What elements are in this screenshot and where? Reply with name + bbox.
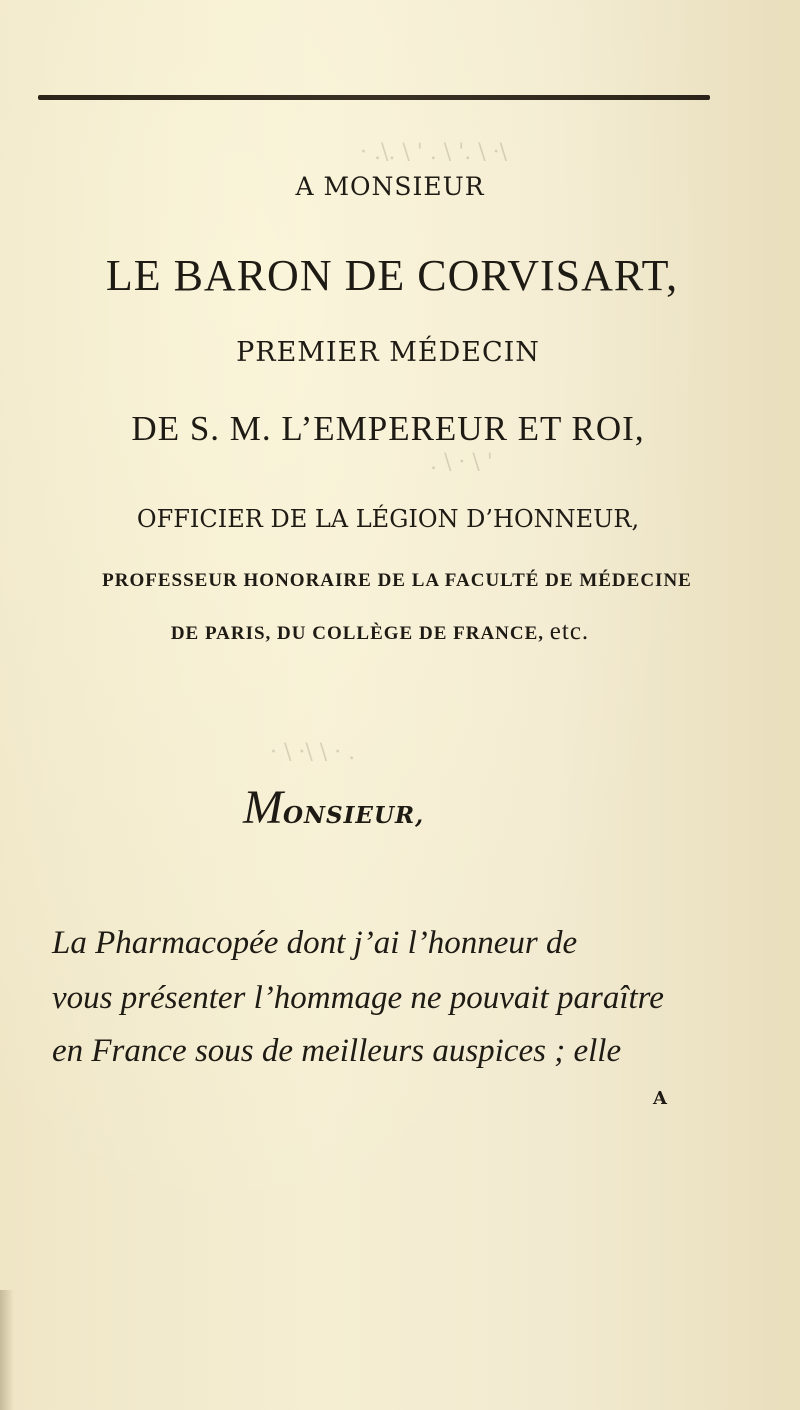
- body-line-2: vous présenter l’hommage ne pouvait paraître: [52, 980, 664, 1016]
- header-rule: [38, 95, 710, 100]
- salutation-rest: ONSIEUR,: [282, 802, 425, 829]
- salutation: [243, 780, 424, 835]
- bleed-through-marks: · \ ·\ \ · .: [270, 740, 356, 765]
- bleed-through-marks: . \ · \ ': [430, 450, 493, 475]
- signature-mark: A: [653, 1088, 667, 1109]
- dedication-line-7-main: DE PARIS, DU COLLÈGE DE FRANCE,: [170, 623, 545, 644]
- dedication-etc: etc.: [549, 618, 590, 645]
- salutation-initial: M: [243, 781, 283, 834]
- body-line-3: en France sous de meilleurs auspices ; elle: [52, 1033, 622, 1069]
- page-edge-shadow: [0, 1290, 14, 1410]
- dedication-line-2: LE BARON DE CORVISART,: [105, 251, 679, 300]
- dedication-line-7: [0, 618, 780, 646]
- body-line-1: La Pharmacopée dont j’ai l’honneur de: [52, 925, 578, 961]
- dedication-line-1: A MONSIEUR: [295, 172, 485, 201]
- dedication-line-5: OFFICIER DE LA LÉGION D’HONNEUR,: [136, 505, 640, 533]
- dedication-line-4: DE S. M. L’EMPEREUR ET ROI,: [131, 409, 645, 448]
- dedication-line-3: PREMIER MÉDECIN: [236, 337, 540, 368]
- bleed-through-marks: · .\. \ ' . \ '. \ ·\: [360, 140, 508, 165]
- dedication-line-6: PROFESSEUR HONORAIRE DE LA FACULTÉ DE MÉDECINE: [102, 570, 692, 591]
